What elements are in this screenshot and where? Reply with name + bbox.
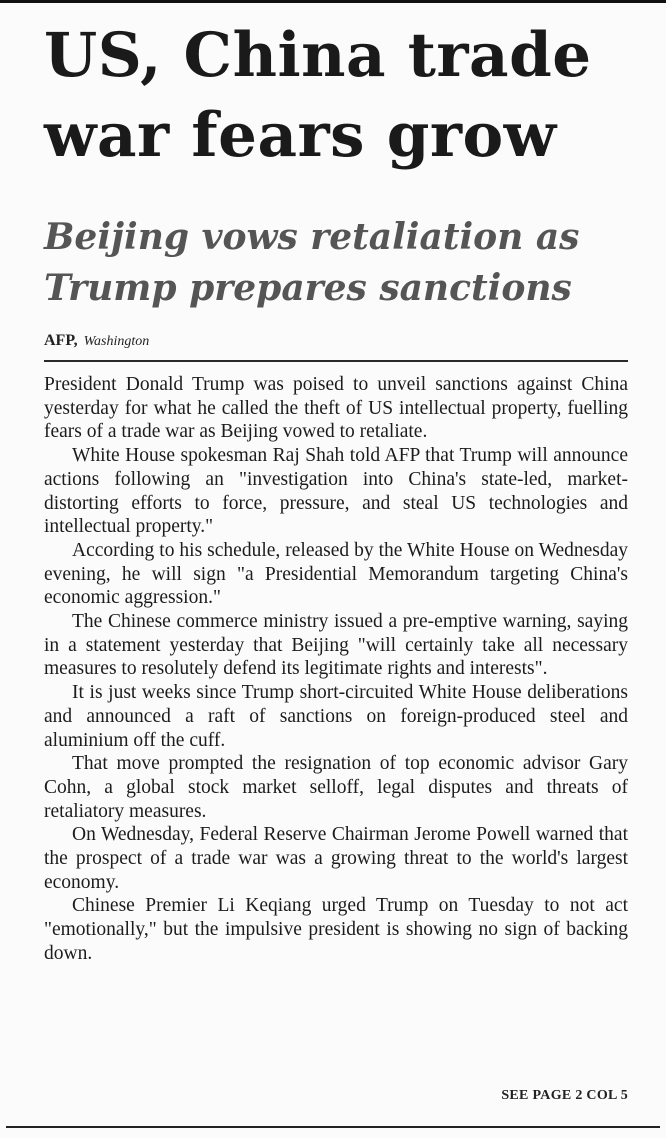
byline-agency: AFP, [44,332,78,349]
article-body [44,373,628,966]
byline [44,331,149,352]
paragraph-5: It is just weeks since Trump short-circuited White House deliberations and announced a raft of sanctions on foreign-produced steel and aluminium off the cuff. [44,682,628,751]
byline-location: Washington [83,334,150,349]
paragraph-2: White House spokesman Raj Shah told AFP that Trump will announce actions following an "investigation into China's state-led, market-distorting efforts to force, pressure, and steal US technologies and intellectual property." [44,445,628,538]
byline-divider [44,360,628,362]
paragraph-1: President Donald Trump was poised to unveil sanctions against China yesterday for what he called the theft of US intellectual property, fuelling fears of a trade war as Beijing vowed to retaliate. [44,374,628,443]
paragraph-8: Chinese Premier Li Keqiang urged Trump on Tuesday to not act "emotionally," but the impulsive president is showing no sign of backing down. [44,895,628,964]
top-rule [0,0,666,3]
subheadline: Beijing vows retaliation as Trump prepares sanctions [44,216,580,309]
bottom-rule [6,1126,660,1128]
paragraph-3: According to his schedule, released by the White House on Wednesday evening, he will sign "a Presidential Memorandum targeting China's economic aggression." [44,539,628,609]
paragraph-7: On Wednesday, Federal Reserve Chairman Jerome Powell warned that the prospect of a trade war was a growing threat to the world's largest economy. [44,824,628,893]
headline: US, China trade war fears grow [44,20,592,171]
continuation-reference: SEE PAGE 2 COL 5 [501,1088,628,1103]
paragraph-4: The Chinese commerce ministry issued a pre-emptive warning, saying in a statement yesterday that Beijing "will certainly take all necessary measures to resolutely defend its legitimate rights and interests". [44,611,628,680]
paragraph-6: That move prompted the resignation of top economic advisor Gary Cohn, a global stock market selloff, legal disputes and threats of retaliatory measures. [44,753,628,822]
